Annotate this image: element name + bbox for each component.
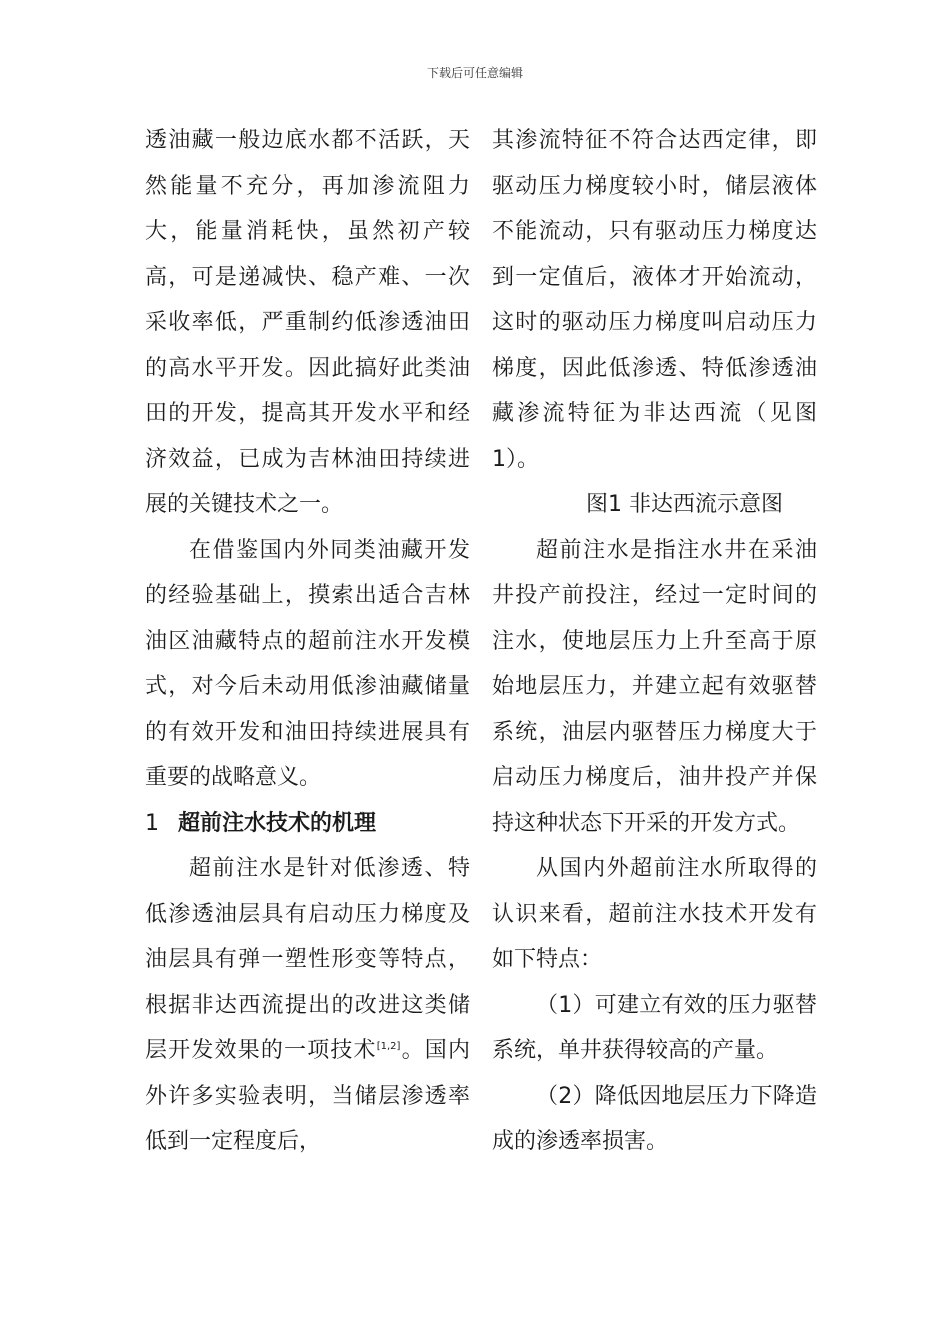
page-header: 下载后可任意编辑 <box>426 66 523 80</box>
section-title: 超前注水技术的机理 <box>178 810 377 836</box>
paragraph: 超前注水是指注水井在采油井投产前投注，经过一定时间的注水，使地层压力上升至高于原始地层压力，并建立起有效驱替系统，油层内驱替压力梯度大于启动压力梯度后，油井投产并保持这种状态下开采的开发方式。 <box>492 537 817 836</box>
section-number: 1 <box>145 810 159 836</box>
left-column <box>145 118 470 1165</box>
paragraph <box>145 846 470 1165</box>
paragraph: 透油藏一般边底水都不活跃，天然能量不充分，再加渗流阻力大，能量消耗快，虽然初产较高，可是递减快、稳产难、一次采收率低，严重制约低渗透油田的高水平开发。因此搞好此类油田的开发，提高其开发水平和经济效益，已成为吉林油田持续进展的关键技术之一。 <box>145 128 470 517</box>
paragraph-text: 超前注水是针对低渗透、特低渗透油层具有启动压力梯度及油层具有弹一塑性形变等特点，根据非达西流提出的改进这类储层开发效果的一项技术 <box>145 856 470 1063</box>
figure-caption: 图1 非达西流示意图 <box>586 492 783 517</box>
paragraph: 其渗流特征不符合达西定律，即驱动压力梯度较小时，储层液体不能流动，只有驱动压力梯度达到一定值后，液体才开始流动，这时的驱动压力梯度叫启动压力梯度，因此低渗透、特低渗透油藏渗流特征为非达西流（见图1）。 <box>492 128 817 472</box>
paragraph: 在借鉴国内外同类油藏开发的经验基础上，摸索出适合吉林油区油藏特点的超前注水开发模式，对今后未动用低渗油藏储量的有效开发和油田持续进展具有重要的战略意义。 <box>145 537 470 790</box>
paragraph: 从国内外超前注水所取得的认识来看，超前注水技术开发有如下特点： <box>492 856 817 972</box>
list-item: （2）降低因地层压力下降造成的渗透率损害。 <box>492 1083 817 1154</box>
section-heading <box>145 801 470 847</box>
paragraph-text: 。国内外许多实验表明，当储层渗透率低到一定程度后， <box>145 1038 470 1154</box>
citation-ref: [1,2] <box>376 1041 401 1052</box>
list-item: （1）可建立有效的压力驱替系统，单井获得较高的产量。 <box>492 992 817 1063</box>
right-column <box>492 118 817 1165</box>
